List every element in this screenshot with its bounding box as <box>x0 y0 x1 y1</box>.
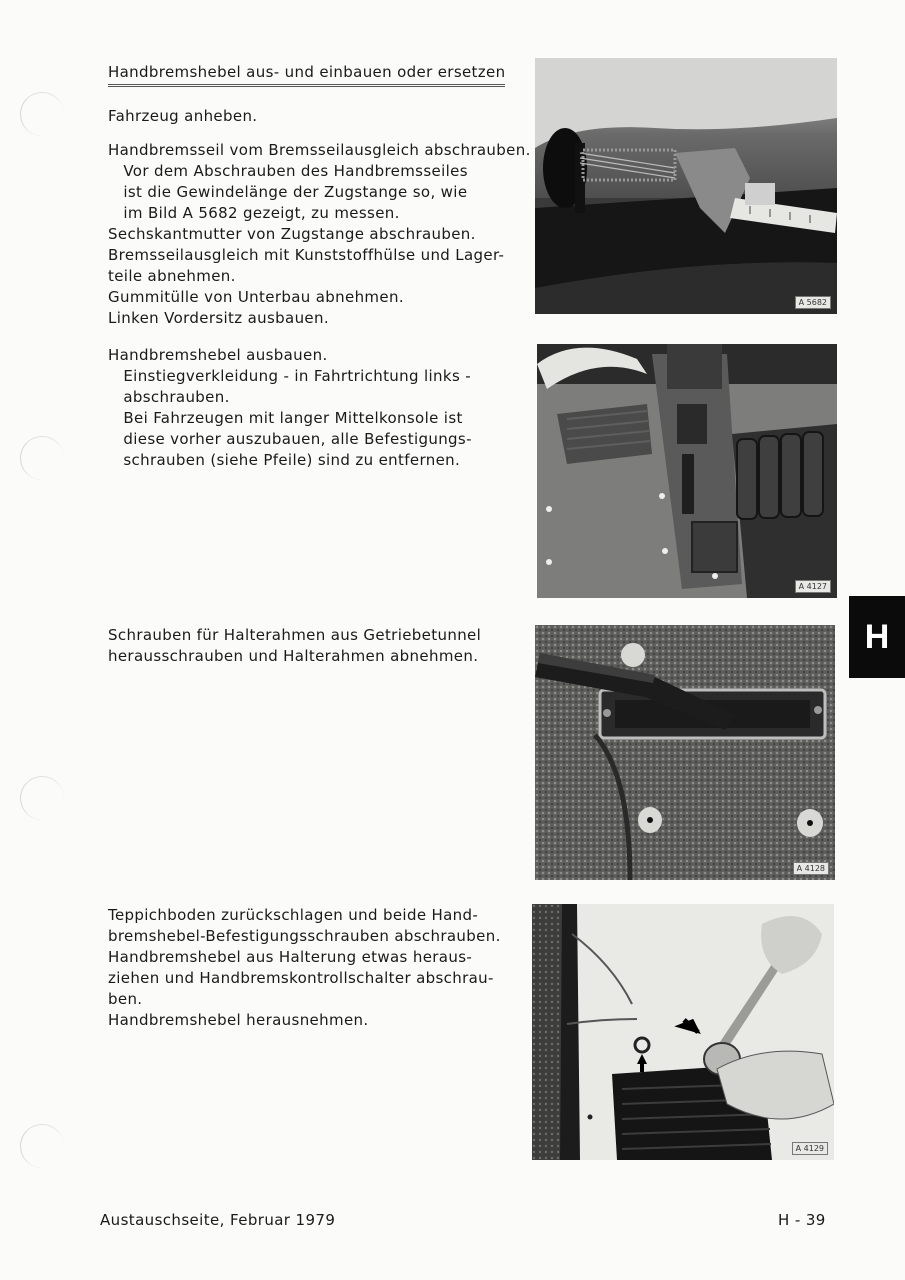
text-line: Handbremshebel ausbauen. <box>108 346 328 364</box>
text-line: Gummitülle von Unterbau abnehmen. <box>108 288 404 306</box>
photo-ref-label: A 5682 <box>795 296 831 309</box>
photo-ref-label: A 4127 <box>795 580 831 593</box>
footer-edition-note: Austauschseite, Februar 1979 <box>100 1211 336 1229</box>
section-3-text <box>108 625 518 667</box>
text-line: abschrauben. <box>108 388 230 406</box>
photo-handbrake-lever-frame <box>535 625 835 880</box>
text-line: Handbremshebel aus Halterung etwas heraus- <box>108 948 473 966</box>
photo-threaded-rod-measurement <box>535 58 837 314</box>
page-heading: Handbremshebel aus- und einbauen oder ersetzen <box>108 62 505 87</box>
punch-hole-mark <box>20 776 64 820</box>
text-line: ziehen und Handbremskontrollschalter abschrau- <box>108 969 494 987</box>
text-line: bremshebel-Befestigungsschrauben abschrauben. <box>108 927 501 945</box>
text-line: Vor dem Abschrauben des Handbremsseiles <box>108 162 468 180</box>
text-line <box>108 127 518 140</box>
text-line: Handbremshebel herausnehmen. <box>108 1011 369 1029</box>
photo-wrench-on-mounting-bolt <box>532 904 834 1160</box>
text-line: Linken Vordersitz ausbauen. <box>108 309 329 327</box>
section-2-text <box>108 345 518 471</box>
text-line: Sechskantmutter von Zugstange abschrauben. <box>108 225 476 243</box>
text-line: teile abnehmen. <box>108 267 236 285</box>
punch-hole-mark <box>20 1124 64 1168</box>
text-line: Fahrzeug anheben. <box>108 107 258 125</box>
text-line: schrauben (siehe Pfeile) sind zu entfernen. <box>108 451 461 469</box>
photo-center-console-interior <box>537 344 837 598</box>
text-line: herausschrauben und Halterahmen abnehmen. <box>108 647 479 665</box>
text-line: Schrauben für Halterahmen aus Getriebetunnel <box>108 626 482 644</box>
text-line: Teppichboden zurückschlagen und beide Hand- <box>108 906 479 924</box>
text-line: Bremsseilausgleich mit Kunststoffhülse und Lager- <box>108 246 505 264</box>
page-number: H - 39 <box>778 1211 826 1229</box>
text-line: Handbremsseil vom Bremsseilausgleich abschrauben. <box>108 141 531 159</box>
text-line: diese vorher auszubauen, alle Befestigungs- <box>108 430 472 448</box>
text-line: im Bild A 5682 gezeigt, zu messen. <box>108 204 400 222</box>
section-tab-h: H <box>849 596 905 678</box>
section-4-text <box>108 905 518 1031</box>
photo-ref-label: A 4129 <box>792 1142 828 1155</box>
photo-ref-label: A 4128 <box>793 862 829 875</box>
text-line: Bei Fahrzeugen mit langer Mittelkonsole ist <box>108 409 463 427</box>
punch-hole-mark <box>20 92 64 136</box>
text-line: ist die Gewindelänge der Zugstange so, wie <box>108 183 468 201</box>
punch-hole-mark <box>20 436 64 480</box>
text-line: ben. <box>108 990 143 1008</box>
section-1-text <box>108 106 531 329</box>
text-line: Einstiegverkleidung - in Fahrtrichtung links - <box>108 367 471 385</box>
